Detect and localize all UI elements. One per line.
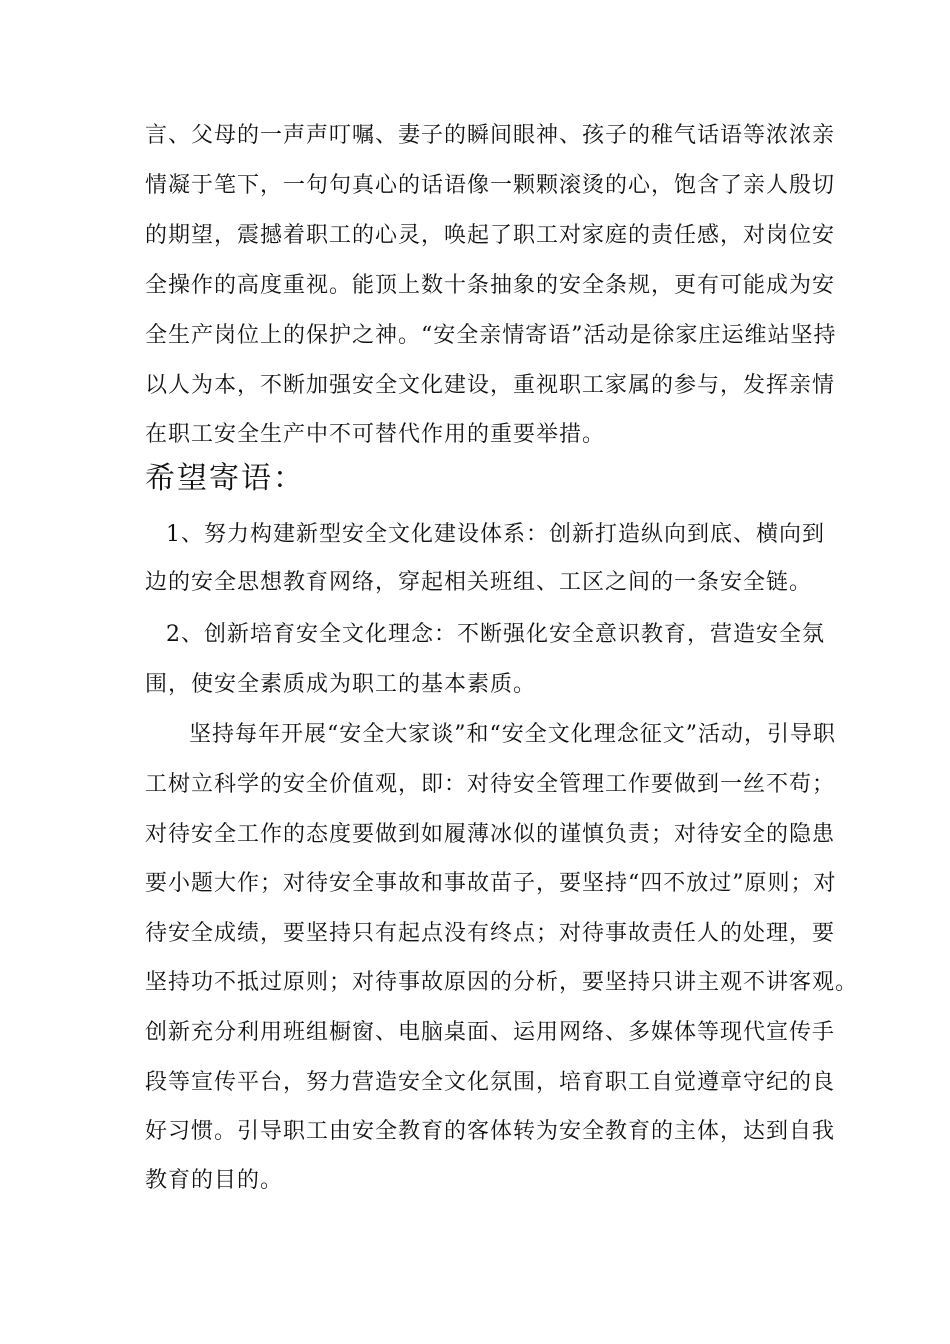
- text-line: 以人为本，不断加强安全文化建设，重视职工家属的参与，发挥亲情: [145, 373, 836, 398]
- text-line: 坚持每年开展“安全大家谈”和“安全文化理念征文”活动，引导职: [189, 722, 836, 747]
- text-line: 边的安全思想教育网络，穿起相关班组、工区之间的一条安全链。: [145, 570, 813, 595]
- text-line: 情凝于笔下，一句句真心的话语像一颗颗滚烫的心，饱含了亲人殷切: [145, 173, 836, 198]
- text-line: 的期望，震撼着职工的心灵，唤起了职工对家庭的责任感，对岗位安: [145, 223, 836, 248]
- section-heading: 希望寄语：: [145, 461, 305, 496]
- text-line: 1、努力构建新型安全文化建设体系：创新打造纵向到底、横向到: [166, 522, 825, 547]
- text-line: 好习惯。引导职工由安全教育的客体转为安全教育的主体，达到自我: [145, 1119, 836, 1144]
- text-line: 创新充分利用班组橱窗、电脑桌面、运用网络、多媒体等现代宣传手: [145, 1020, 836, 1045]
- text-line: 言、父母的一声声叮嘱、妻子的瞬间眼神、孩子的稚气话语等浓浓亲: [145, 123, 836, 148]
- text-line: 工树立科学的安全价值观，即：对待安全管理工作要做到一丝不苟；: [145, 772, 836, 797]
- text-line: 围，使安全素质成为职工的基本素质。: [145, 672, 537, 697]
- text-line: 坚持功不抵过原则；对待事故原因的分析，要坚持只讲主观不讲客观。: [145, 970, 859, 995]
- text-line: 教育的目的。: [145, 1168, 284, 1193]
- text-line: 段等宣传平台，努力营造安全文化氛围，培育职工自觉遵章守纪的良: [145, 1070, 836, 1095]
- text-line: 2、创新培育安全文化理念：不断强化安全意识教育，营造安全氛: [166, 622, 825, 647]
- text-line: 对待安全工作的态度要做到如履薄冰似的谨慎负责；对待安全的隐患: [145, 822, 836, 847]
- text-line: 待安全成绩，要坚持只有起点没有终点；对待事故责任人的处理，要: [145, 921, 836, 946]
- text-line: 全生产岗位上的保护之神。“安全亲情寄语”活动是徐家庄运维站坚持: [145, 323, 837, 348]
- text-line: 要小题大作；对待安全事故和事故苗子，要坚持“四不放过”原则；对: [145, 871, 837, 896]
- text-line: 在职工安全生产中不可替代作用的重要举措。: [145, 422, 606, 447]
- text-line: 全操作的高度重视。能顶上数十条抽象的安全条规，更有可能成为安: [145, 273, 836, 298]
